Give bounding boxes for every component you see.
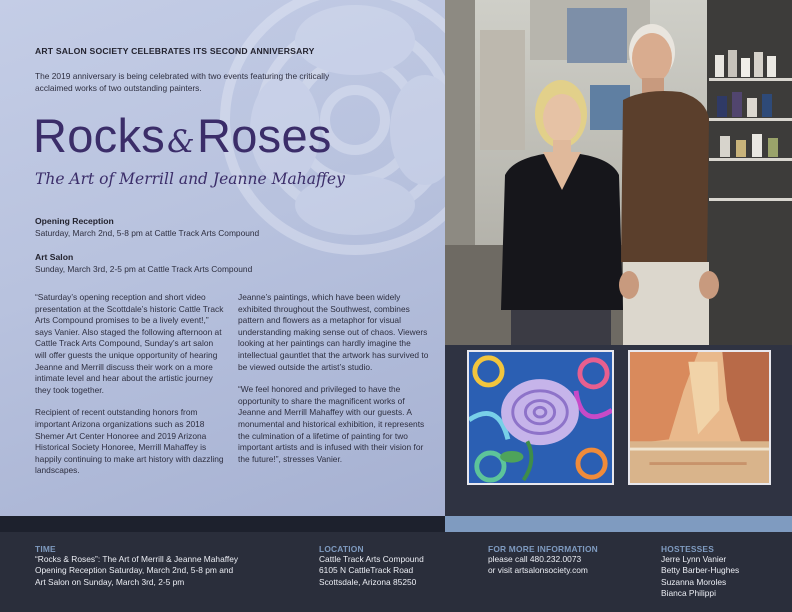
separator-strip-dark (0, 516, 445, 532)
body-paragraph: Recipient of recent outstanding honors from important Arizona organizations such as 2018 Shemer Art Center Honoree and 2019 Arizona Historical Society Honoree, Merrill Mahaffey is happily continuing to make art history with dazzling landscapes. (35, 407, 224, 476)
footer-location-heading: LOCATION (319, 544, 364, 554)
rose-painting-thumbnail (467, 350, 614, 485)
opening-reception-detail: Saturday, March 2nd, 5-8 pm at Cattle Track Arts Compound (35, 228, 260, 238)
footer (0, 532, 792, 612)
intro-text: The 2019 anniversary is being celebrated with two events featuring the critically acclaimed works of two outstanding painters. (35, 71, 330, 93)
footer-time-line: “Rocks & Roses”: The Art of Merrill & Jeanne Mahaffey (35, 554, 239, 564)
footer-hostesses-block (661, 554, 786, 600)
footer-hostesses-heading: HOSTESSES (661, 544, 714, 554)
image-panel (445, 0, 792, 516)
title-word-rocks: Rocks (33, 109, 166, 162)
event-subtitle: The Art of Merrill and Jeanne Mahaffey (35, 170, 345, 188)
body-paragraph: “We feel honored and privileged to have the opportunity to share the magnificent works of Jeanne and Merrill Mahaffey with our guests. A monumental and historical exhibition, it represents the culmination of a lifetime of painting for two important artists and is infused with their vision for the future!”, stresses Vanier. (238, 384, 425, 464)
body-column-right (238, 292, 430, 476)
footer-location-block (319, 554, 479, 588)
hostess-name: Suzanna Moroles (661, 576, 727, 587)
footer-location-line: Scottsdale, Arizona 85250 (319, 576, 417, 587)
canyon-painting-thumbnail (628, 350, 771, 485)
footer-time-line: Art Salon on Sunday, March 3rd, 2-5 pm (35, 576, 185, 587)
footer-time-line: Opening Reception Saturday, March 2nd, 5-8 pm and (35, 565, 234, 576)
title-ampersand: & (167, 124, 195, 160)
opening-reception-heading: Opening Reception (35, 216, 114, 226)
title-word-roses: Roses (197, 109, 332, 162)
footer-info-block (488, 554, 648, 577)
separator-strip-blue (445, 516, 792, 532)
footer-info-heading: FOR MORE INFORMATION (488, 544, 598, 554)
hostess-name: Bianca Philippi (661, 588, 716, 599)
hostess-name: Jerre Lynn Vanier (661, 554, 727, 564)
footer-time-block (35, 554, 295, 588)
event-title (33, 110, 332, 168)
artists-portrait-photo (445, 0, 792, 345)
footer-time-heading: TIME (35, 544, 56, 554)
body-column-left (35, 292, 227, 488)
footer-phone-line: please call 480.232.0073 (488, 554, 582, 564)
footer-website-link[interactable]: or visit artsalonsociety.com (488, 565, 588, 576)
body-paragraph: “Saturday’s opening reception and short video presentation at the Scottdale’s historic Cattle Track Arts Compound promises to be a lively event!,” says Vanier. Also staged the following afternoon at Cattle Track Arts Compound, Sunday’s art salon will offer guests the unique opportunity of hearing Jeanne and Merrill discuss their work on a more intimate level and hear about the artistic journey they took together. (35, 292, 224, 395)
art-salon-heading: Art Salon (35, 252, 74, 262)
body-paragraph: Jeanne’s paintings, which have been widely exhibited throughout the Southwest, combines pattern and flowers as a metaphor for visual understanding making sense out of chaos. Viewers looking at her paintings can hardly imagine the intellectual gauntlet that the artwork has survived to be viewed outside the artist’s studio. (238, 292, 429, 372)
footer-location-line: 6105 N CattleTrack Road (319, 565, 414, 576)
art-salon-detail: Sunday, March 3rd, 2-5 pm at Cattle Track Arts Compound (35, 264, 253, 274)
kicker-heading: ART SALON SOCIETY CELEBRATES ITS SECOND ANNIVERSARY (35, 46, 315, 56)
text-panel (0, 0, 445, 516)
hostess-name: Betty Barber-Hughes (661, 565, 740, 576)
footer-location-line: Cattle Track Arts Compound (319, 554, 424, 564)
